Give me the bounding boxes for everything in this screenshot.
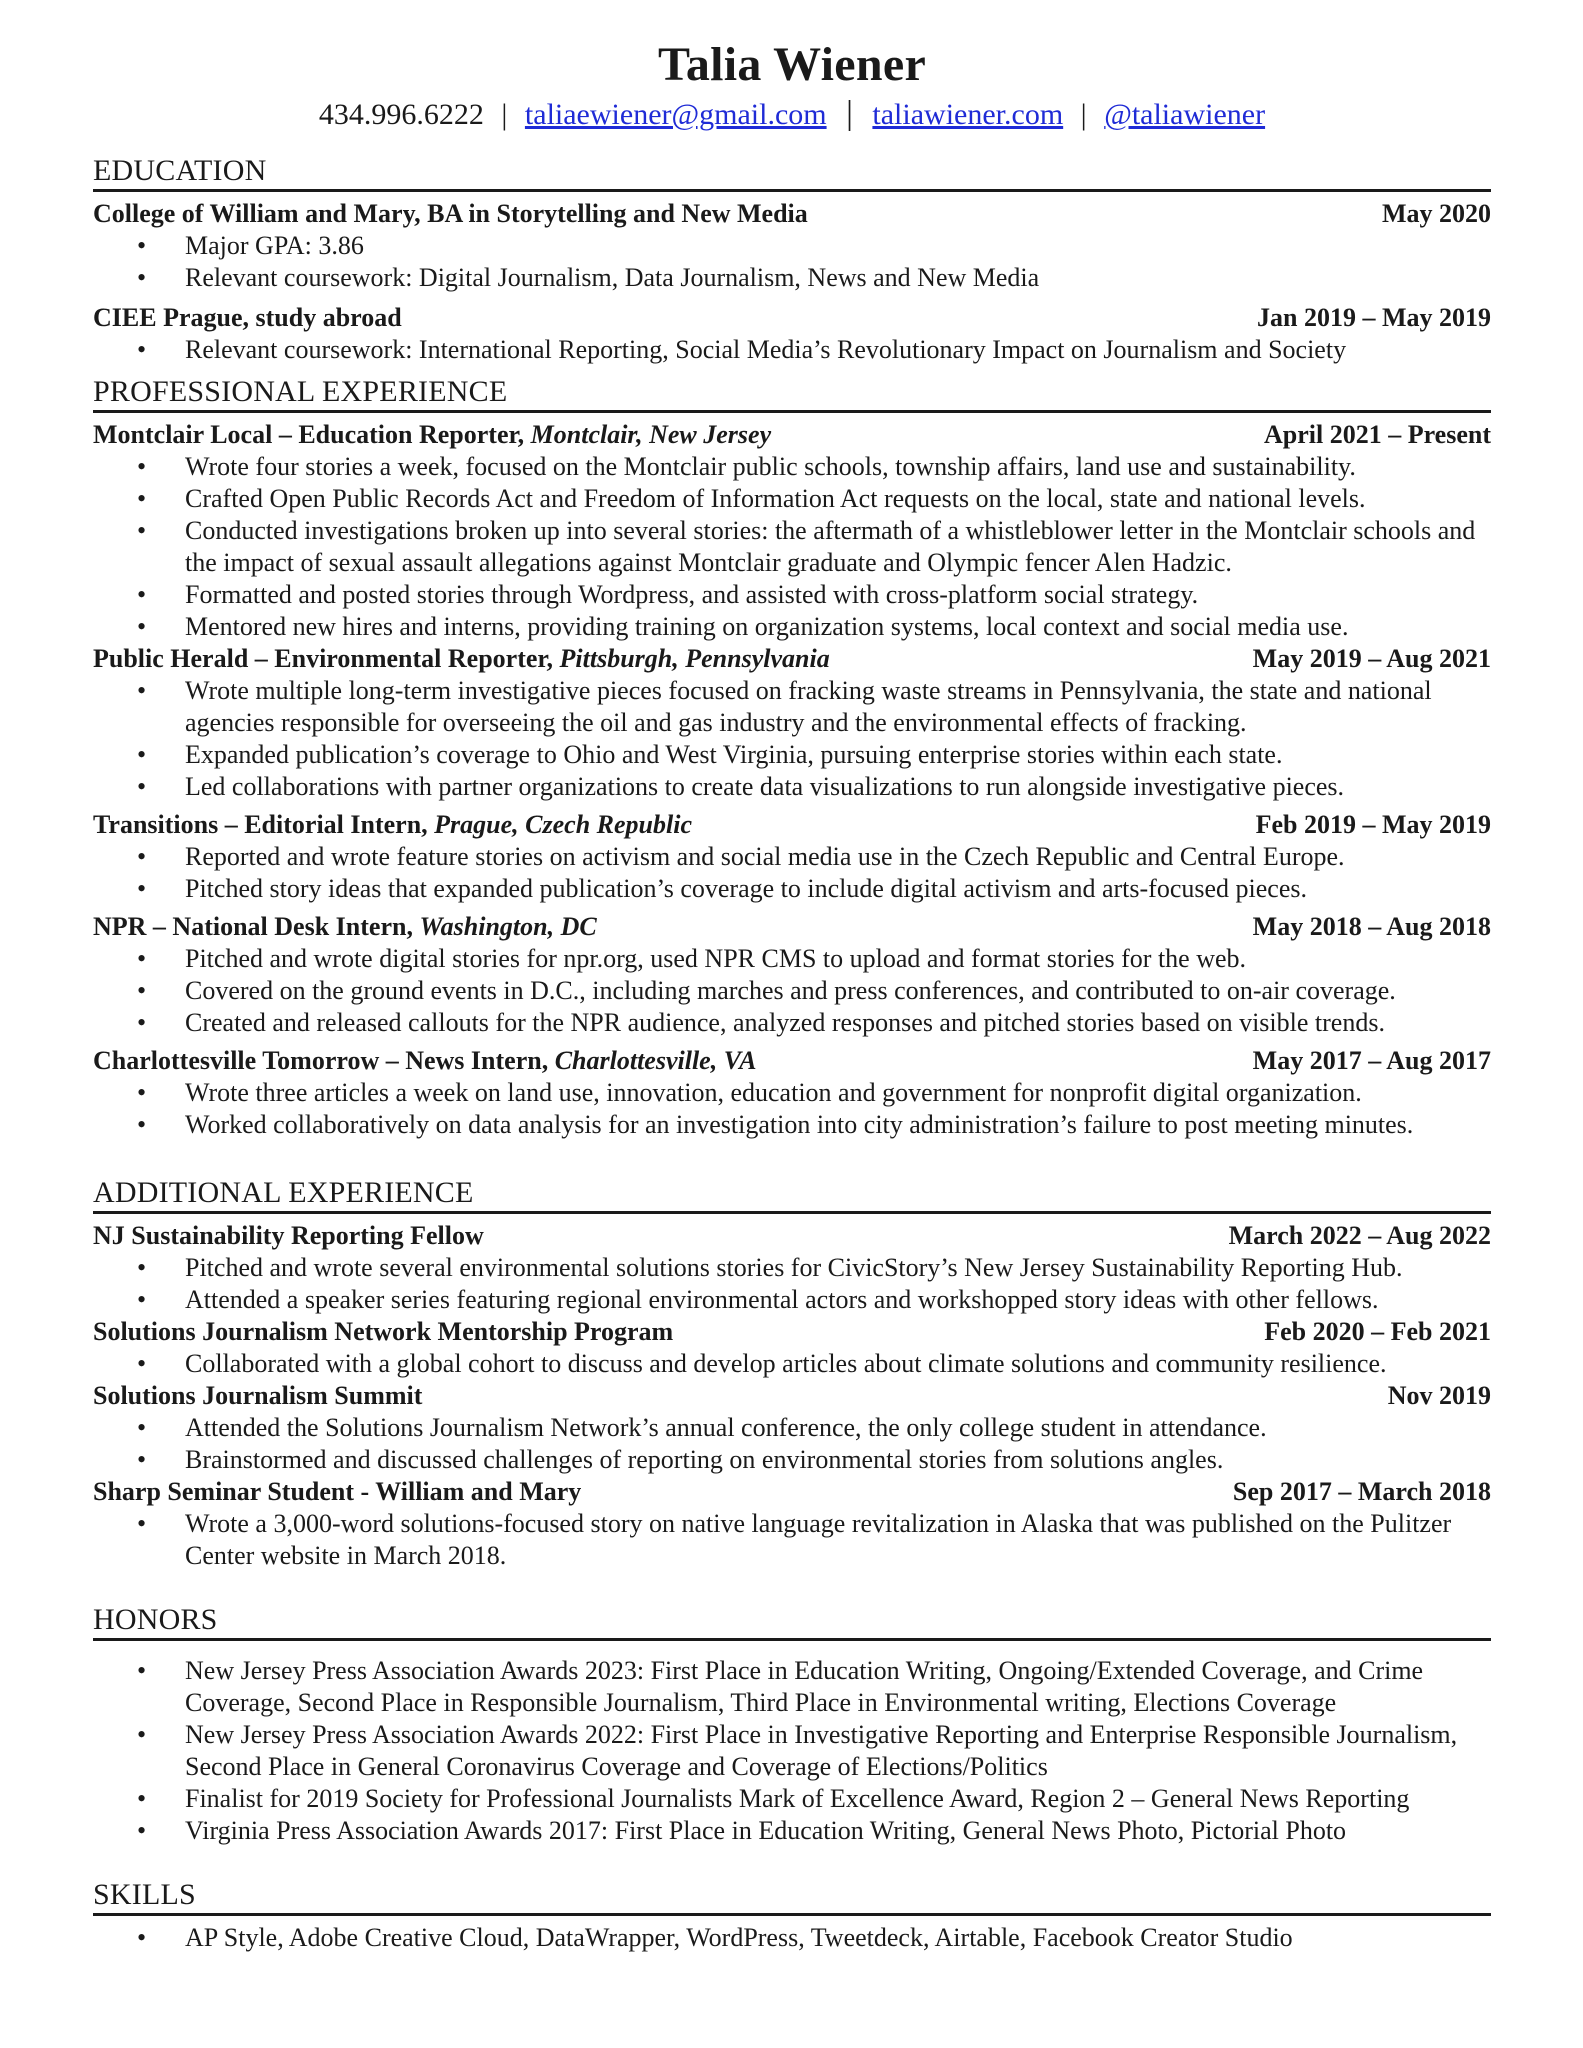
bullet-text: Pitched and wrote several environmental solutions stories for CivicStory’s New Jersey Sustainability Reporting Hub. bbox=[185, 1253, 1403, 1282]
entry-heading bbox=[93, 1316, 1491, 1348]
entry bbox=[93, 198, 1491, 294]
bullet-item bbox=[93, 1007, 1491, 1039]
entry-date: Feb 2019 – May 2019 bbox=[1255, 810, 1491, 839]
email-link[interactable]: taliaewiener@gmail.com bbox=[524, 98, 827, 131]
bullet-dot: • bbox=[137, 231, 147, 260]
bullet-text: Reported and wrote feature stories on activism and social media use in the Czech Republic and Central Europe. bbox=[185, 842, 1345, 871]
entry bbox=[93, 302, 1491, 366]
entry-heading bbox=[93, 1380, 1491, 1412]
bullet-item bbox=[93, 515, 1491, 579]
bullet-item bbox=[93, 771, 1491, 803]
section-title-skills: SKILLS bbox=[93, 1877, 1491, 1916]
entry bbox=[93, 1316, 1491, 1380]
professional-entries bbox=[93, 419, 1491, 1141]
entry bbox=[93, 809, 1491, 905]
bullet-text: Wrote a 3,000-word solutions-focused story on native language revitalization in Alaska that was published on the Pulitzer Center website in March 2018. bbox=[185, 1509, 1452, 1570]
bullet-item bbox=[93, 611, 1491, 643]
entry-location: Montclair, New Jersey bbox=[530, 420, 772, 449]
entry-bullets bbox=[93, 451, 1491, 643]
contact-line bbox=[93, 94, 1491, 135]
bullet-text: New Jersey Press Association Awards 2022: First Place in Investigative Reporting and Enterprise Responsible Journalism, Second Place in General Coronavirus Coverage and Coverage of Elections/Politics bbox=[185, 1720, 1458, 1781]
bullet-item bbox=[93, 1508, 1491, 1572]
bullet-item bbox=[93, 975, 1491, 1007]
entry bbox=[93, 1220, 1491, 1316]
section-title-professional-experience: PROFESSIONAL EXPERIENCE bbox=[93, 374, 1491, 413]
bullet-item bbox=[93, 1655, 1491, 1719]
bullet-item bbox=[93, 841, 1491, 873]
section-title-education: EDUCATION bbox=[93, 153, 1491, 192]
bullet-text: Relevant coursework: International Reporting, Social Media’s Revolutionary Impact on Journalism and Society bbox=[185, 335, 1347, 364]
entry-heading bbox=[93, 1476, 1491, 1508]
entry-location: Prague, Czech Republic bbox=[434, 810, 693, 839]
entry bbox=[93, 1045, 1491, 1141]
bullet-dot: • bbox=[137, 874, 147, 903]
bullet-dot: • bbox=[137, 1253, 147, 1282]
bullet-dot: • bbox=[137, 580, 147, 609]
entry-location: Pittsburgh, Pennsylvania bbox=[559, 644, 830, 673]
entry bbox=[93, 1380, 1491, 1476]
entry-bullets bbox=[93, 1077, 1491, 1141]
contact-separator: | bbox=[1080, 98, 1087, 131]
bullet-dot: • bbox=[137, 1445, 147, 1474]
bullet-dot: • bbox=[137, 516, 147, 545]
bullet-item bbox=[93, 1719, 1491, 1783]
entry bbox=[93, 643, 1491, 803]
bullet-dot: • bbox=[137, 842, 147, 871]
entry bbox=[93, 911, 1491, 1039]
entry-heading bbox=[93, 1220, 1491, 1252]
bullet-item bbox=[93, 1109, 1491, 1141]
bullet-item bbox=[93, 873, 1491, 905]
bullet-item bbox=[93, 1412, 1491, 1444]
entry-organization: Solutions Journalism Summit bbox=[93, 1381, 423, 1410]
bullet-text: Formatted and posted stories through Wordpress, and assisted with cross-platform social strategy. bbox=[185, 580, 1199, 609]
resume-page bbox=[93, 36, 1491, 1954]
entry-date: May 2017 – Aug 2017 bbox=[1252, 1046, 1491, 1075]
honors-list bbox=[93, 1655, 1491, 1847]
bullet-text: Wrote four stories a week, focused on the Montclair public schools, township affairs, land use and sustainability. bbox=[185, 452, 1356, 481]
entry-bullets bbox=[93, 230, 1491, 294]
bullet-item bbox=[93, 230, 1491, 262]
bullet-text: Collaborated with a global cohort to discuss and develop articles about climate solutions and community resilience. bbox=[185, 1349, 1387, 1378]
bullet-text: Wrote multiple long-term investigative pieces focused on fracking waste streams in Pennsylvania, the state and national agencies responsible for overseeing the oil and gas industry and the environmental effects of fracking. bbox=[185, 676, 1432, 737]
bullet-dot: • bbox=[137, 944, 147, 973]
entry-title bbox=[93, 198, 808, 230]
entry-organization: CIEE Prague, study abroad bbox=[93, 303, 402, 332]
entry-organization: Public Herald – Environmental Reporter, bbox=[93, 644, 554, 673]
entry-bullets bbox=[93, 943, 1491, 1039]
entry-bullets bbox=[93, 334, 1491, 366]
bullet-text: Created and released callouts for the NPR audience, analyzed responses and pitched stories based on visible trends. bbox=[185, 1008, 1385, 1037]
entry-organization: Charlottesville Tomorrow – News Intern, bbox=[93, 1046, 549, 1075]
entry-date: Feb 2020 – Feb 2021 bbox=[1264, 1317, 1491, 1346]
entry-date: Nov 2019 bbox=[1387, 1381, 1491, 1410]
entry-date: Sep 2017 – March 2018 bbox=[1232, 1477, 1491, 1506]
contact-separator: | bbox=[846, 95, 853, 132]
bullet-item bbox=[93, 1252, 1491, 1284]
bullet-item bbox=[93, 1783, 1491, 1815]
entry-title bbox=[93, 1045, 756, 1077]
entry-date: May 2020 bbox=[1381, 199, 1491, 228]
bullet-text: Wrote three articles a week on land use, innovation, education and government for nonprofit digital organization. bbox=[185, 1078, 1362, 1107]
bullet-text: Pitched and wrote digital stories for npr.org, used NPR CMS to upload and format stories for the web. bbox=[185, 944, 1247, 973]
entry-organization: Solutions Journalism Network Mentorship Program bbox=[93, 1317, 674, 1346]
bullet-dot: • bbox=[137, 612, 147, 641]
bullet-text: Major GPA: 3.86 bbox=[185, 231, 364, 260]
bullet-text: Conducted investigations broken up into several stories: the aftermath of a whistleblower letter in the Montclair schools and the impact of sexual assault allegations against Montclair graduate and Olympic fencer Alen Hadzic. bbox=[185, 516, 1476, 577]
phone-number: 434.996.6222 bbox=[318, 98, 484, 131]
bullet-text: New Jersey Press Association Awards 2023: First Place in Education Writing, Ongoing/Extended Coverage, and Crime Coverage, Second Place in Responsible Journalism, Third Place in Environmental writing, Elections Coverage bbox=[185, 1656, 1424, 1717]
skills-list bbox=[93, 1922, 1491, 1954]
bullet-item bbox=[93, 1815, 1491, 1847]
bullet-item bbox=[93, 262, 1491, 294]
bullet-item bbox=[93, 483, 1491, 515]
bullet-dot: • bbox=[137, 976, 147, 1005]
entry-date: May 2018 – Aug 2018 bbox=[1252, 912, 1491, 941]
entry-bullets bbox=[93, 1252, 1491, 1316]
entry-location: Charlottesville, VA bbox=[554, 1046, 757, 1075]
entry-title bbox=[93, 419, 771, 451]
entry-title bbox=[93, 1380, 422, 1412]
entry bbox=[93, 419, 1491, 643]
entry bbox=[93, 1476, 1491, 1572]
entry-organization: NJ Sustainability Reporting Fellow bbox=[93, 1221, 484, 1250]
bullet-text: Brainstormed and discussed challenges of reporting on environmental stories from solutions angles. bbox=[185, 1445, 1224, 1474]
bullet-item bbox=[93, 675, 1491, 739]
bullet-dot: • bbox=[137, 335, 147, 364]
entry-organization: Montclair Local – Education Reporter, bbox=[93, 420, 525, 449]
bullet-text: Crafted Open Public Records Act and Freedom of Information Act requests on the local, state and national levels. bbox=[185, 484, 1366, 513]
social-handle-link[interactable]: @taliawiener bbox=[1104, 98, 1266, 131]
education-section bbox=[93, 153, 1491, 366]
bullet-dot: • bbox=[137, 1923, 147, 1952]
entry-heading bbox=[93, 1045, 1491, 1077]
entry-bullets bbox=[93, 1412, 1491, 1476]
entry-title bbox=[93, 1220, 484, 1252]
section-title-honors: HONORS bbox=[93, 1602, 1491, 1641]
bullet-dot: • bbox=[137, 1413, 147, 1442]
entry-heading bbox=[93, 419, 1491, 451]
entry-title bbox=[93, 1476, 581, 1508]
bullet-dot: • bbox=[137, 1349, 147, 1378]
bullet-dot: • bbox=[137, 1509, 147, 1538]
entry-bullets bbox=[93, 1348, 1491, 1380]
entry-heading bbox=[93, 643, 1491, 675]
bullet-item bbox=[93, 943, 1491, 975]
education-entries bbox=[93, 198, 1491, 366]
entry-heading bbox=[93, 302, 1491, 334]
entry-date: May 2019 – Aug 2021 bbox=[1252, 644, 1491, 673]
entry-heading bbox=[93, 198, 1491, 230]
additional-experience-section bbox=[93, 1175, 1491, 1572]
bullet-dot: • bbox=[137, 676, 147, 705]
bullet-dot: • bbox=[137, 1720, 147, 1749]
bullet-text: Mentored new hires and interns, providing training on organization systems, local context and social media use. bbox=[185, 612, 1349, 641]
entry-bullets bbox=[93, 841, 1491, 905]
entry-heading bbox=[93, 911, 1491, 943]
entry-organization: NPR – National Desk Intern, bbox=[93, 912, 413, 941]
additional-entries bbox=[93, 1220, 1491, 1572]
entry-title bbox=[93, 911, 597, 943]
website-link[interactable]: taliawiener.com bbox=[872, 98, 1064, 131]
bullet-dot: • bbox=[137, 1110, 147, 1139]
entry-organization: College of William and Mary, BA in Storytelling and New Media bbox=[93, 199, 808, 228]
bullet-dot: • bbox=[137, 1008, 147, 1037]
entry-title bbox=[93, 809, 692, 841]
professional-experience-section bbox=[93, 374, 1491, 1141]
section-title-additional-experience: ADDITIONAL EXPERIENCE bbox=[93, 1175, 1491, 1214]
bullet-item bbox=[93, 451, 1491, 483]
entry-organization: Transitions – Editorial Intern, bbox=[93, 810, 428, 839]
skills-section bbox=[93, 1877, 1491, 1954]
bullet-text: Virginia Press Association Awards 2017: First Place in Education Writing, General News Photo, Pictorial Photo bbox=[185, 1816, 1347, 1845]
bullet-text: Relevant coursework: Digital Journalism, Data Journalism, News and New Media bbox=[185, 263, 1040, 292]
bullet-item bbox=[93, 1922, 1491, 1954]
honors-section bbox=[93, 1602, 1491, 1847]
entry-date: April 2021 – Present bbox=[1264, 420, 1491, 449]
bullet-item bbox=[93, 334, 1491, 366]
entry-location: Washington, DC bbox=[419, 912, 597, 941]
entry-date: March 2022 – Aug 2022 bbox=[1228, 1221, 1491, 1250]
bullet-dot: • bbox=[137, 1078, 147, 1107]
entry-bullets bbox=[93, 1508, 1491, 1572]
entry-title bbox=[93, 1316, 673, 1348]
bullet-text: Led collaborations with partner organizations to create data visualizations to run alongside investigative pieces. bbox=[185, 772, 1345, 801]
bullet-text: Finalist for 2019 Society for Professional Journalists Mark of Excellence Award, Region 2 – General News Reporting bbox=[185, 1784, 1410, 1813]
bullet-text: Pitched story ideas that expanded publication’s coverage to include digital activism and arts-focused pieces. bbox=[185, 874, 1307, 903]
entry-heading bbox=[93, 809, 1491, 841]
bullet-text: Attended the Solutions Journalism Network’s annual conference, the only college student in attendance. bbox=[185, 1413, 1267, 1442]
bullet-text: Expanded publication’s coverage to Ohio and West Virginia, pursuing enterprise stories within each state. bbox=[185, 740, 1283, 769]
bullet-dot: • bbox=[137, 740, 147, 769]
bullet-item bbox=[93, 739, 1491, 771]
bullet-dot: • bbox=[137, 484, 147, 513]
bullet-dot: • bbox=[137, 772, 147, 801]
bullet-dot: • bbox=[137, 1656, 147, 1685]
bullet-text: Covered on the ground events in D.C., including marches and press conferences, and contributed to on-air coverage. bbox=[185, 976, 1396, 1005]
bullet-item bbox=[93, 1348, 1491, 1380]
bullet-dot: • bbox=[137, 263, 147, 292]
bullet-text: Worked collaboratively on data analysis for an investigation into city administration’s failure to post meeting minutes. bbox=[185, 1110, 1414, 1139]
entry-bullets bbox=[93, 675, 1491, 803]
bullet-dot: • bbox=[137, 1784, 147, 1813]
bullet-item bbox=[93, 1284, 1491, 1316]
bullet-text: AP Style, Adobe Creative Cloud, DataWrapper, WordPress, Tweetdeck, Airtable, Facebook Creator Studio bbox=[185, 1923, 1293, 1952]
bullet-item bbox=[93, 1444, 1491, 1476]
candidate-name: Talia Wiener bbox=[657, 38, 927, 91]
entry-title bbox=[93, 302, 402, 334]
bullet-item bbox=[93, 579, 1491, 611]
contact-separator: | bbox=[501, 98, 508, 131]
bullet-dot: • bbox=[137, 1285, 147, 1314]
bullet-text: Attended a speaker series featuring regional environmental actors and workshopped story ideas with other fellows. bbox=[185, 1285, 1379, 1314]
bullet-dot: • bbox=[137, 1816, 147, 1845]
entry-title bbox=[93, 643, 830, 675]
bullet-item bbox=[93, 1077, 1491, 1109]
entry-organization: Sharp Seminar Student - William and Mary bbox=[93, 1477, 582, 1506]
bullet-dot: • bbox=[137, 452, 147, 481]
entry-date: Jan 2019 – May 2019 bbox=[1257, 303, 1491, 332]
